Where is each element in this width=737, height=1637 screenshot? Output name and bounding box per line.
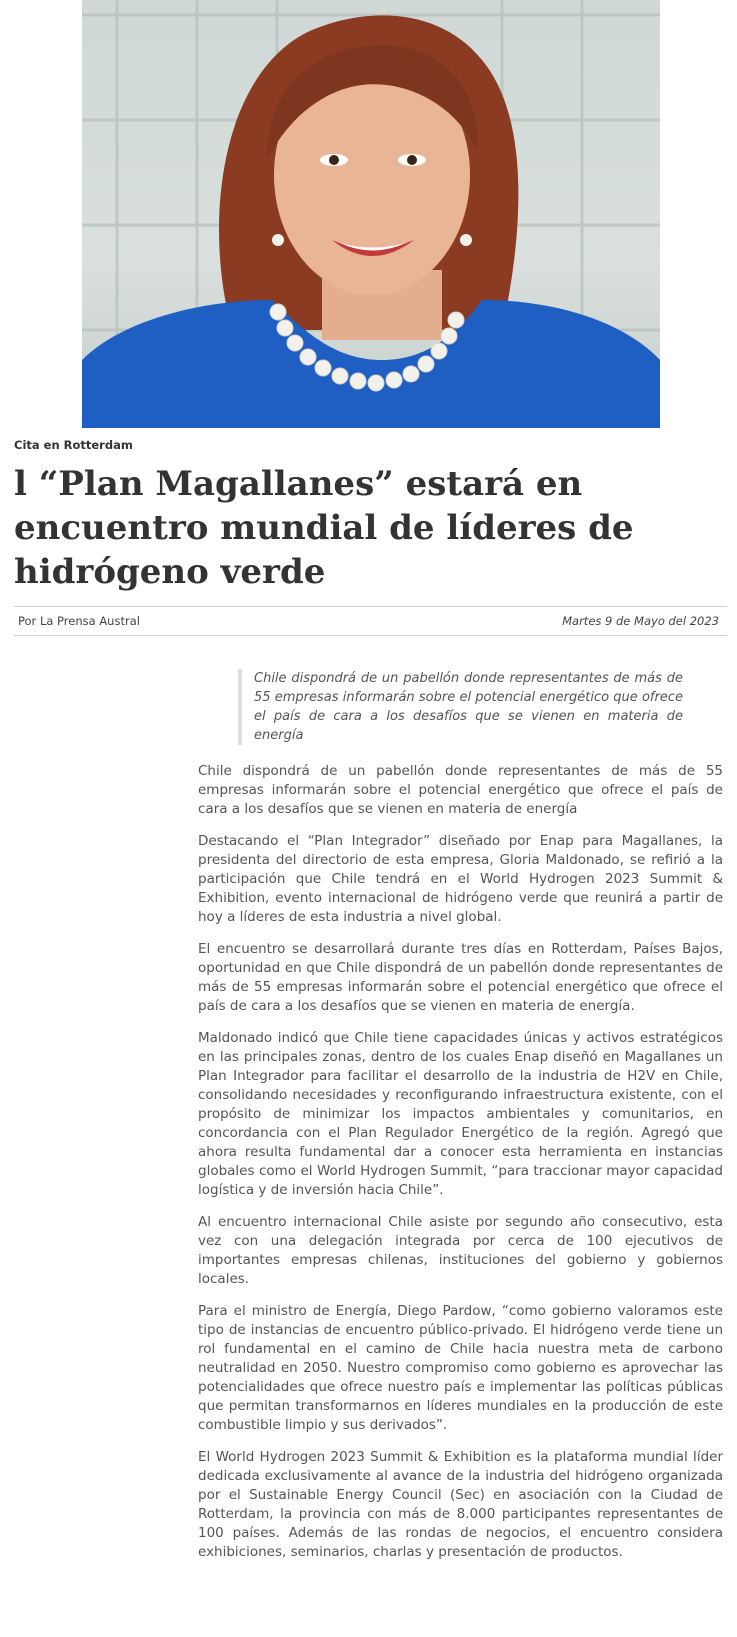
paragraph: Maldonado indicó que Chile tiene capacidades únicas y activos estratégicos en las principales zonas, dentro de los cuales Enap diseñó en Magallanes un Plan Integrador para facilitar el desarrollo de la industria de H2V en Chile, consolidando necesidades y reconfigurando infraestructura existente, con el propósito de minimizar los impactos ambientales y comunitarios, en concordancia con el Plan Regulador Energético de la región. Agregó que ahora resulta fundamental dar a conocer esta herramienta en instancias globales como el World Hydrogen Summit, “para traccionar mayor capacidad logística y de inversión hacia Chile”.: [198, 1030, 723, 1198]
article-photo: [82, 0, 660, 428]
paragraph: El encuentro se desarrollará durante tres días en Rotterdam, Países Bajos, oportunidad en que Chile dispondrá de un pabellón donde representantes de más de 55 empresas informarán sobre el potencial energético que ofrece el país de cara a los desafíos que se vienen en materia de energía.: [198, 941, 723, 1014]
paragraph: Chile dispondrá de un pabellón donde representantes de más de 55 empresas informarán sobre el potencial energético que ofrece el país de cara a los desafíos que se vienen en materia de energía: [198, 763, 723, 817]
paragraph: Para el ministro de Energía, Diego Pardow, “como gobierno valoramos este tipo de instancias de encuentro público-privado. El hidrógeno verde tiene un rol fundamental en el camino de Chile hacia nuestra meta de carbono neutralidad en 2050. Nuestro compromiso como gobierno es aprovechar las potencialidades que ofrece nuestro país e implementar las políticas públicas que permitan transformarnos en líderes mundiales en la producción de este combustible limpio y sus derivados”.: [198, 1303, 723, 1433]
author[interactable]: Por La Prensa Austral: [18, 614, 140, 628]
byline-bar: [14, 606, 727, 636]
article-body: [198, 762, 723, 1575]
headline: l “Plan Magallanes” estará en encuentro mundial de líderes de hidrógeno verde: [14, 464, 634, 592]
publish-date: Martes 9 de Mayo del 2023: [562, 614, 719, 628]
paragraph: Al encuentro internacional Chile asiste por segundo año consecutivo, esta vez con una delegación integrada por cerca de 100 ejecutivos de importantes empresas chilenas, instituciones del gobierno y gobiernos locales.: [198, 1214, 723, 1287]
section-label: Cita en Rotterdam: [14, 438, 133, 452]
paragraph: El World Hydrogen 2023 Summit & Exhibition es la plataforma mundial líder dedicada exclusivamente al avance de la industria del hidrógeno organizada por el Sustainable Energy Council (Sec) en asociación con la Ciudad de Rotterdam, la provincia con más de 8.000 participantes representantes de 100 países. Además de las rondas de negocios, el encuentro considera exhibiciones, seminarios, charlas y presentación de productos.: [198, 1449, 723, 1560]
pull-quote: Chile dispondrá de un pabellón donde representantes de más de 55 empresas informarán sobre el potencial energético que ofrece el país de cara a los desafíos que se vienen en materia de energía: [238, 669, 683, 745]
paragraph: Destacando el “Plan Integrador” diseñado por Enap para Magallanes, la presidenta del directorio de esta empresa, Gloria Maldonado, se refirió a la participación que Chile tendrá en el World Hydrogen 2023 Summit & Exhibition, evento internacional de hidrógeno verde que reunirá a partir de hoy a líderes de esta industria a nivel global.: [198, 833, 723, 925]
